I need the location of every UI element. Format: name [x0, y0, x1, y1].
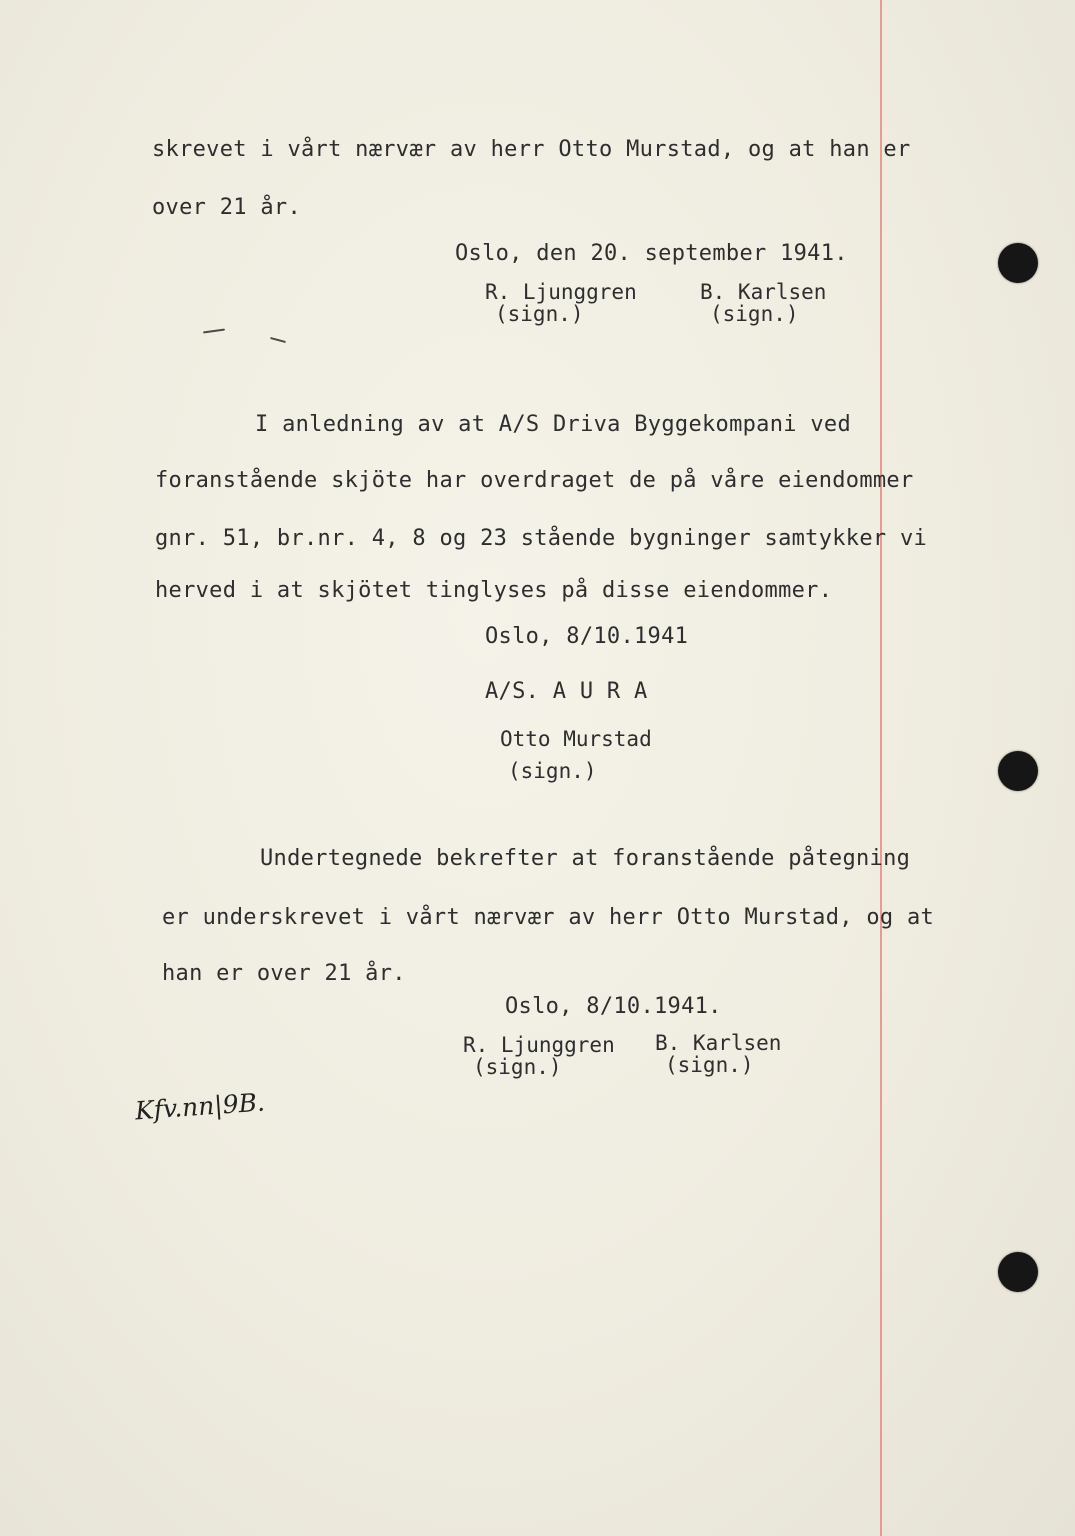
paragraph3-line3: han er over 21 år.: [162, 961, 406, 986]
company-name: A/S. A U R A: [485, 679, 648, 704]
signer-name: B. Karlsen: [655, 1031, 782, 1055]
dateline-2: Oslo, 8/10.1941: [485, 624, 689, 649]
paragraph1-line2: over 21 år.: [152, 195, 301, 220]
margin-rule: [880, 0, 882, 1536]
signature-ljunggren-1: [485, 281, 637, 325]
paragraph2-line4: herved i at skjötet tinglyses på disse eiendommer.: [155, 578, 833, 603]
signer-name: R. Ljunggren: [485, 280, 637, 304]
dateline-1: Oslo, den 20. september 1941.: [455, 241, 848, 266]
punch-hole-middle: [998, 751, 1038, 791]
signature-karlsen-1: [700, 281, 826, 325]
signer-sign-note: (sign.): [508, 759, 597, 783]
paragraph2-line2: foranstående skjöte har overdraget de på våre eiendommer: [155, 468, 914, 493]
signer-name: B. Karlsen: [700, 280, 827, 304]
punch-hole-bottom: [998, 1252, 1038, 1292]
dateline-3: Oslo, 8/10.1941.: [505, 994, 722, 1019]
signer-name: Otto Murstad: [500, 727, 652, 751]
paragraph1-line1: skrevet i vårt nærvær av herr Otto Murstad, og at han er: [152, 137, 911, 162]
signer-sign-note: (sign.): [665, 1053, 754, 1077]
pen-stroke: [203, 328, 225, 333]
paragraph2-line3: gnr. 51, br.nr. 4, 8 og 23 stående bygninger samtykker vi: [155, 526, 928, 551]
signature-murstad: [500, 728, 652, 782]
signature-ljunggren-2: [463, 1034, 615, 1078]
paragraph3-line1: Undertegnede bekrefter at foranstående påtegning: [260, 846, 911, 871]
signer-sign-note: (sign.): [473, 1055, 562, 1079]
signer-sign-note: (sign.): [710, 302, 799, 326]
signer-name: R. Ljunggren: [463, 1033, 615, 1057]
signer-sign-note: (sign.): [495, 302, 584, 326]
pen-stroke: [270, 337, 286, 343]
paragraph2-line1: I anledning av at A/S Driva Byggekompani ved: [255, 412, 851, 437]
paragraph3-line2: er underskrevet i vårt nærvær av herr Otto Murstad, og at: [162, 905, 935, 930]
signature-karlsen-2: [655, 1032, 781, 1076]
handwritten-note: Kfv.nn|9B.: [134, 1087, 266, 1126]
punch-hole-top: [998, 243, 1038, 283]
